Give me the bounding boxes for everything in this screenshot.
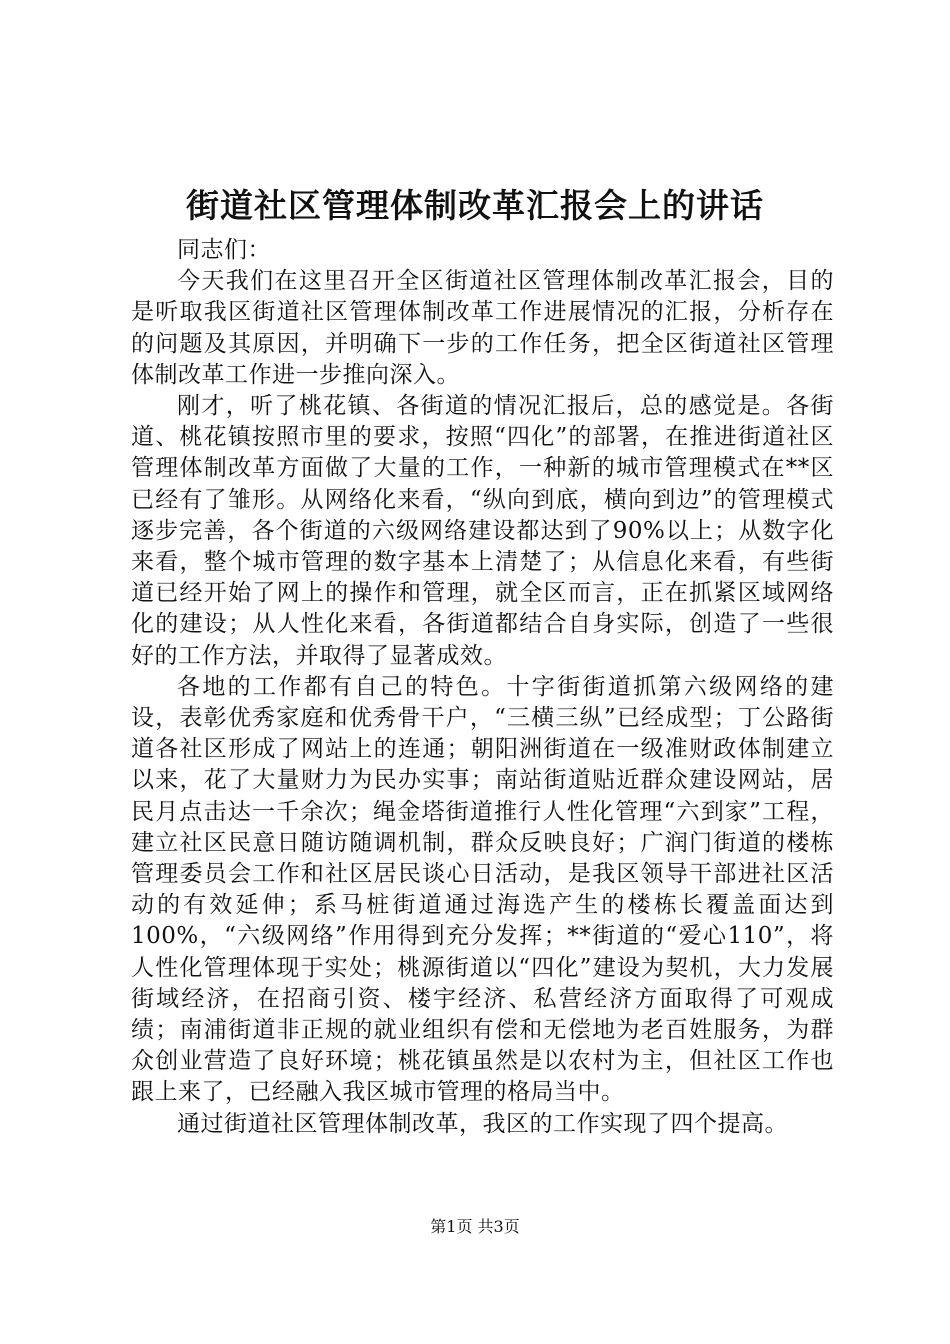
paragraph-1: 今天我们在这里召开全区街道社区管理体制改革汇报会，目的是听取我区街道社区管理体制改革工作进展情况的汇报，分析存在的问题及其原因，并明确下一步的工作任务，把全区街道社区管理体制改革工作进一步推向深入。	[131, 268, 834, 388]
paragraph-2: 刚才，听了桃花镇、各街道的情况汇报后，总的感觉是。各街道、桃花镇按照市里的要求，按照“四化”的部署，在推进街道社区管理体制改革方面做了大量的工作，一种新的城市管理模式在**区已经有了雏形。从网络化来看，“纵向到底，横向到边”的管理模式逐步完善，各个街道的六级网络建设都达到了90%以上；从数字化来看，整个城市管理的数字基本上清楚了；从信息化来看，有些街道已经开始了网上的操作和管理，就全区而言，正在抓紧区域网络化的建设；从人性化来看，各街道都结合自身实际，创造了一些很好的工作方法，并取得了显著成效。	[131, 393, 834, 669]
greeting: 同志们：	[177, 237, 271, 263]
page-title: 街道社区管理体制改革汇报会上的讲话	[186, 186, 764, 225]
document-body	[131, 235, 834, 1140]
paragraph-4: 通过街道社区管理体制改革，我区的工作实现了四个提高。	[177, 1110, 788, 1137]
page-footer: 第1页 共3页	[430, 1217, 520, 1236]
paragraph-3: 各地的工作都有自己的特色。十字街街道抓第六级网络的建设，表彰优秀家庭和优秀骨干户，“三横三纵”已经成型；丁公路街道各社区形成了网站上的连通；朝阳洲街道在一级准财政体制建立以来，花了大量财力为民办实事；南站街道贴近群众建设网站，居民月点击达一千余次；绳金塔街道推行人性化管理“六到家”工程，建立社区民意日随访随调机制，群众反映良好；广润门街道的楼栋管理委员会工作和社区居民谈心日活动，是我区领导干部进社区活动的有效延伸；系马桩街道通过海选产生的楼栋长覆盖面达到100%，“六级网络”作用得到充分发挥；**街道的“爱心110”，将人性化管理体现于实处；桃源街道以“四化”建设为契机，大力发展街域经济，在招商引资、楼宇经济、私营经济方面取得了可观成绩；南浦街道非正规的就业组织有偿和无偿地为老百姓服务，为群众创业营造了良好环境；桃花镇虽然是以农村为主，但社区工作也跟上来了，已经融入我区城市管理的格局当中。	[131, 673, 834, 1106]
